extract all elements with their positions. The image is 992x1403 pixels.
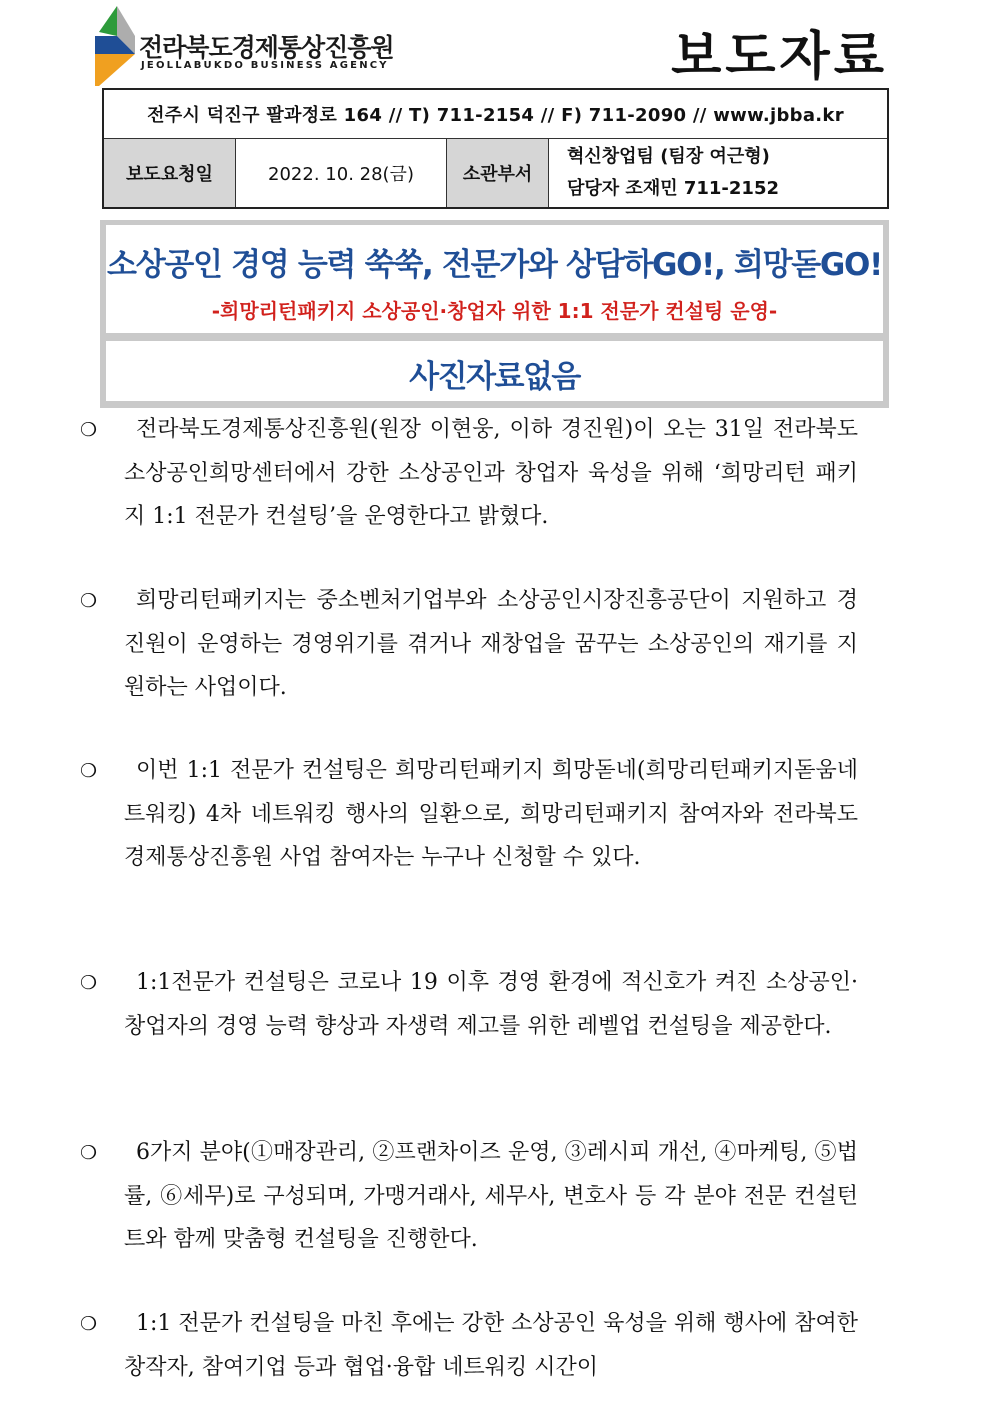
request-date-label: 보도요청일 bbox=[103, 139, 236, 209]
paragraph-text: 1:1전문가 컨설팅은 코로나 19 이후 경영 환경에 적신호가 켜진 소상공인·창업자의 경영 능력 향상과 자생력 제고를 위한 레벨업 컨설팅을 제공한다. bbox=[124, 970, 858, 1039]
body-paragraph-6 bbox=[80, 1302, 858, 1389]
request-date: 2022. 10. 28(금) bbox=[236, 139, 447, 209]
paragraph-text: 희망리턴패키지는 중소벤처기업부와 소상공인시장진흥공단이 지원하고 경진원이 운영하는 경영위기를 겪거나 재창업을 꿈꾸는 소상공인의 재기를 지원하는 사업이다. bbox=[124, 588, 858, 700]
subheadline: -희망리턴패키지 소상공인·창업자 위한 1:1 전문가 컨설팅 운영- bbox=[211, 299, 778, 323]
body-paragraph-2 bbox=[80, 579, 858, 709]
document-type-title: 보도자료 bbox=[671, 27, 888, 87]
bullet-icon: ❍ bbox=[80, 760, 98, 782]
press-info-table bbox=[102, 88, 889, 209]
bullet-icon: ❍ bbox=[80, 972, 98, 994]
org-logo bbox=[95, 6, 395, 86]
body-paragraph-5 bbox=[80, 1131, 858, 1261]
department-label: 소관부서 bbox=[447, 139, 549, 209]
department-contact: 담당자 조재민 711-2152 bbox=[567, 178, 780, 199]
contact-line: 전주시 덕진구 팔과정로 164 // T) 711-2154 // F) 711-2090 // www.jbba.kr bbox=[103, 89, 888, 139]
headline: 소상공인 경영 능력 쑥쑥, 전문가와 상담하GO!, 희망돋GO! bbox=[107, 247, 882, 283]
paragraph-text: 전라북도경제통상진흥원(원장 이현웅, 이하 경진원)이 오는 31일 전라북도 소상공인희망센터에서 강한 소상공인과 창업자 육성을 위해 ‘희망리턴 패키지 1:1 전문가 컨설팅’을 운영한다고 밝혔다. bbox=[124, 417, 858, 529]
bullet-icon: ❍ bbox=[80, 590, 98, 612]
paragraph-text: 이번 1:1 전문가 컨설팅은 희망리턴패키지 희망돋네(희망리턴패키지돋움네트워킹) 4차 네트워킹 행사의 일환으로, 희망리턴패키지 참여자와 전라북도경제통상진흥원 사업 참여자는 누구나 신청할 수 있다. bbox=[124, 758, 858, 870]
department-info bbox=[549, 139, 889, 209]
bullet-icon: ❍ bbox=[80, 1142, 98, 1164]
org-name: 전라북도경제통상진흥원 bbox=[139, 33, 394, 62]
bullet-icon: ❍ bbox=[80, 419, 98, 441]
department-team: 혁신창업팀 (팀장 여근형) bbox=[567, 146, 770, 167]
logo-mark-icon bbox=[95, 6, 139, 88]
headline-panel bbox=[106, 225, 883, 333]
photo-note-panel bbox=[106, 341, 883, 401]
title-box bbox=[100, 220, 889, 408]
body-paragraph-3 bbox=[80, 749, 858, 879]
bullet-icon: ❍ bbox=[80, 1313, 98, 1335]
body-paragraph-1 bbox=[80, 408, 858, 538]
paragraph-text: 1:1 전문가 컨설팅을 마친 후에는 강한 소상공인 육성을 위해 행사에 참여한 창작자, 참여기업 등과 협업·융합 네트워킹 시간이 bbox=[124, 1311, 858, 1380]
org-name-english: JEOLLABUKDO BUSINESS AGENCY bbox=[141, 60, 389, 71]
paragraph-text: 6가지 분야(①매장관리, ②프랜차이즈 운영, ③레시피 개선, ④마케팅, ⑤법률, ⑥세무)로 구성되며, 가맹거래사, 세무사, 변호사 등 각 분야 전문 컨설턴트와 함께 맞춤형 컨설팅을 진행한다. bbox=[124, 1140, 858, 1252]
body-paragraph-4 bbox=[80, 961, 858, 1048]
photo-note: 사진자료없음 bbox=[409, 359, 580, 395]
